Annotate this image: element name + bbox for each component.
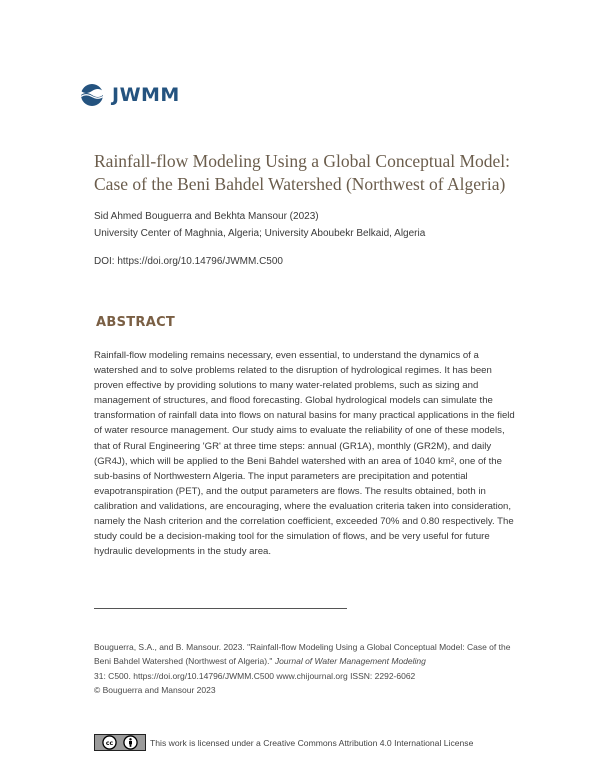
wave-globe-icon bbox=[80, 83, 104, 107]
citation-block bbox=[94, 640, 524, 697]
svg-text:cc: cc bbox=[105, 739, 113, 747]
attribution-icon bbox=[123, 735, 138, 750]
license-text: This work is licensed under a Creative Commons Attribution 4.0 International License bbox=[150, 737, 474, 748]
citation-journal: Journal of Water Management Modeling bbox=[274, 656, 426, 667]
authors: Sid Ahmed Bouguerra and Bekhta Mansour (2023) bbox=[94, 211, 319, 222]
doi-link[interactable]: DOI: https://doi.org/10.14796/JWMM.C500 bbox=[94, 256, 283, 267]
cc-license-badge[interactable] bbox=[94, 734, 146, 751]
citation-text: Bouguerra, S.A., and B. Mansour. 2023. "Rainfall-flow Modeling Using a Global Conceptual Model: Case of the Beni Bahdel Watershed (Northwest of Algeria)." bbox=[94, 642, 511, 667]
footnote-divider bbox=[94, 608, 347, 609]
license-row bbox=[94, 734, 473, 751]
cc-icon bbox=[102, 735, 117, 750]
affiliation: University Center of Maghnia, Algeria; University Aboubekr Belkaid, Algeria bbox=[94, 228, 426, 239]
citation-details: 31: C500. https://doi.org/10.14796/JWMM.C500 www.chijournal.org ISSN: 2292-6062 bbox=[94, 670, 416, 681]
logo-text: JWMM bbox=[112, 84, 180, 106]
abstract-heading: ABSTRACT bbox=[96, 315, 176, 330]
journal-logo bbox=[80, 82, 180, 108]
abstract-text: Rainfall-flow modeling remains necessary, even essential, to understand the dynamics of a watershed and to solve problems related to the disruption of hydrological regimes. It has been proven effective by providing solutions to many water-related problems, such as sizing and management of structures, and flood forecasting. Global hydrological models can simulate the transformation of rainfall data into flows on natural basins for many practical applications in the field of water resource management. Our study aims to evaluate the reliability of one of these models, that of Rural Engineering 'GR' at three time steps: annual (GR1A), monthly (GR2M), and daily (GR4J), which will be applied to the Beni Bahdel watershed with an area of 1040 km², one of the sub-basins of Northwestern Algeria. The input parameters are precipitation and potential evapotranspiration (PET), and the output parameters are flows. The results obtained, both in calibration and validations, are encouraging, where the evaluation criteria taken into consideration, namely the Nash criterion and the correlation coefficient, exceeded 70% and 0.80 respectively. The study could be a decision-making tool for the simulation of flows, and be very useful for future hydraulic developments in the study area. bbox=[94, 350, 515, 558]
copyright: © Bouguerra and Mansour 2023 bbox=[94, 684, 216, 695]
paper-title bbox=[94, 150, 534, 196]
title-line-2: Case of the Beni Bahdel Watershed (Northwest of Algeria) bbox=[94, 174, 506, 194]
title-line-1: Rainfall-flow Modeling Using a Global Conceptual Model: bbox=[94, 151, 511, 171]
